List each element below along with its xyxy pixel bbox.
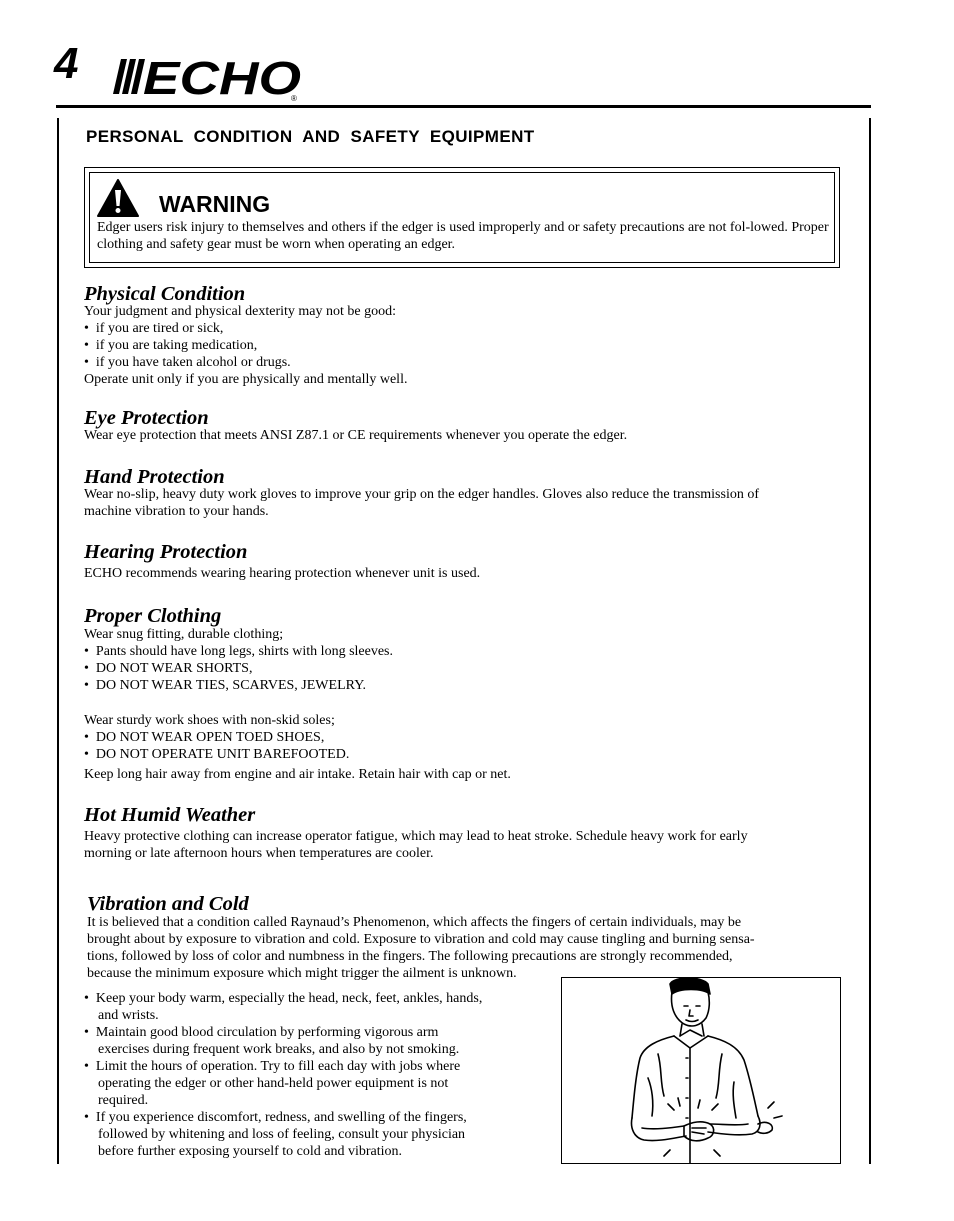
list-item: • if you have taken alcohol or drugs. [84, 355, 291, 370]
proper-clothing-section [84, 626, 393, 694]
list-item: • if you are tired or sick, [84, 321, 224, 336]
logo-wordmark: ECHO [143, 56, 302, 102]
vibration-precautions-list [84, 990, 554, 1160]
physical-intro: Your judgment and physical dexterity may not be good: [84, 304, 396, 319]
vibration-line: tions, followed by loss of color and numbness in the fingers. The following precautions are strongly recommended, [87, 949, 733, 964]
vibration-line: because the minimum exposure which might trigger the ailment is unknown. [87, 966, 517, 981]
left-margin-rule [57, 118, 59, 1164]
list-item: • Pants should have long legs, shirts with long sleeves. [84, 644, 393, 659]
vibration-cold-heading: Vibration and Cold [87, 893, 249, 915]
hand-protection-section [84, 486, 759, 520]
physical-condition-section [84, 303, 844, 388]
hand-protection-heading: Hand Protection [84, 466, 225, 488]
list-item: • Limit the hours of operation. Try to fill each day with jobs where operating the edger or other hand-held power equipment is not required. [84, 1059, 461, 1108]
warning-title: WARNING [159, 191, 271, 217]
eye-protection-text: Wear eye protection that meets ANSI Z87.1 or CE requirements whenever you operate the edger. [84, 428, 628, 443]
physical-condition-heading: Physical Condition [84, 283, 246, 305]
vibration-cold-intro [87, 914, 755, 982]
list-item: • DO NOT OPERATE UNIT BAREFOOTED. [84, 747, 350, 762]
list-item: • DO NOT WEAR TIES, SCARVES, JEWELRY. [84, 678, 366, 693]
proper-clothing-heading: Proper Clothing [84, 605, 222, 627]
echo-logo [113, 56, 303, 107]
list-item: • Keep your body warm, especially the head, neck, feet, ankles, hands, and wrists. [84, 991, 483, 1023]
clothing-intro: Wear snug fitting, durable clothing; [84, 627, 284, 642]
hair-text: Keep long hair away from engine and air intake. Retain hair with cap or net. [84, 767, 511, 782]
list-item: • DO NOT WEAR SHORTS, [84, 661, 253, 676]
hand-protection-line: Wear no-slip, heavy duty work gloves to improve your grip on the edger handles. Gloves also reduce the transmission of [84, 487, 759, 502]
registered-mark: ® [291, 94, 297, 102]
list-item: • if you are taking medication, [84, 338, 258, 353]
hot-humid-weather-heading: Hot Humid Weather [84, 804, 256, 826]
hot-humid-weather-section [84, 828, 748, 862]
eye-protection-heading: Eye Protection [84, 407, 209, 429]
list-item: • Maintain good blood circulation by performing vigorous arm exercises during frequent work breaks, and also by not smoking. [84, 1025, 460, 1057]
vibration-line: brought about by exposure to vibration and cold. Exposure to vibration and cold may cause tingling and burning sensa- [87, 932, 755, 947]
page-number: 4 [54, 39, 79, 88]
weather-line: morning or late afternoon hours when temperatures are cooler. [84, 846, 434, 861]
vibration-line: It is believed that a condition called Raynaud’s Phenomenon, which affects the fingers of certain individuals, may be [87, 915, 742, 930]
weather-line: Heavy protective clothing can increase operator fatigue, which may lead to heat stroke. Schedule heavy work for early [84, 829, 748, 844]
hand-protection-line: machine vibration to your hands. [84, 504, 269, 519]
shoes-intro: Wear sturdy work shoes with non-skid soles; [84, 713, 335, 728]
warning-triangle-icon [97, 179, 139, 222]
man-rubbing-hands-illustration [561, 977, 841, 1164]
section-title: PERSONAL CONDITION AND SAFETY EQUIPMENT [86, 127, 535, 146]
physical-outro: Operate unit only if you are physically and mentally well. [84, 372, 408, 387]
right-margin-rule [869, 118, 871, 1164]
list-item: • DO NOT WEAR OPEN TOED SHOES, [84, 730, 325, 745]
warning-text: Edger users risk injury to themselves and others if the edger is used improperly and or safety precautions are not fol-lowed. Proper clothing and safety gear must be worn when operating an edger. [97, 220, 829, 252]
header-divider [56, 105, 871, 108]
hearing-protection-heading: Hearing Protection [84, 541, 248, 563]
list-item: • If you experience discomfort, redness, and swelling of the fingers, followed by whitening and loss of feeling, consult your physician before further exposing yourself to cold and vibration. [84, 1110, 467, 1159]
shoes-section [84, 712, 349, 763]
hearing-protection-text: ECHO recommends wearing hearing protection whenever unit is used. [84, 566, 481, 581]
